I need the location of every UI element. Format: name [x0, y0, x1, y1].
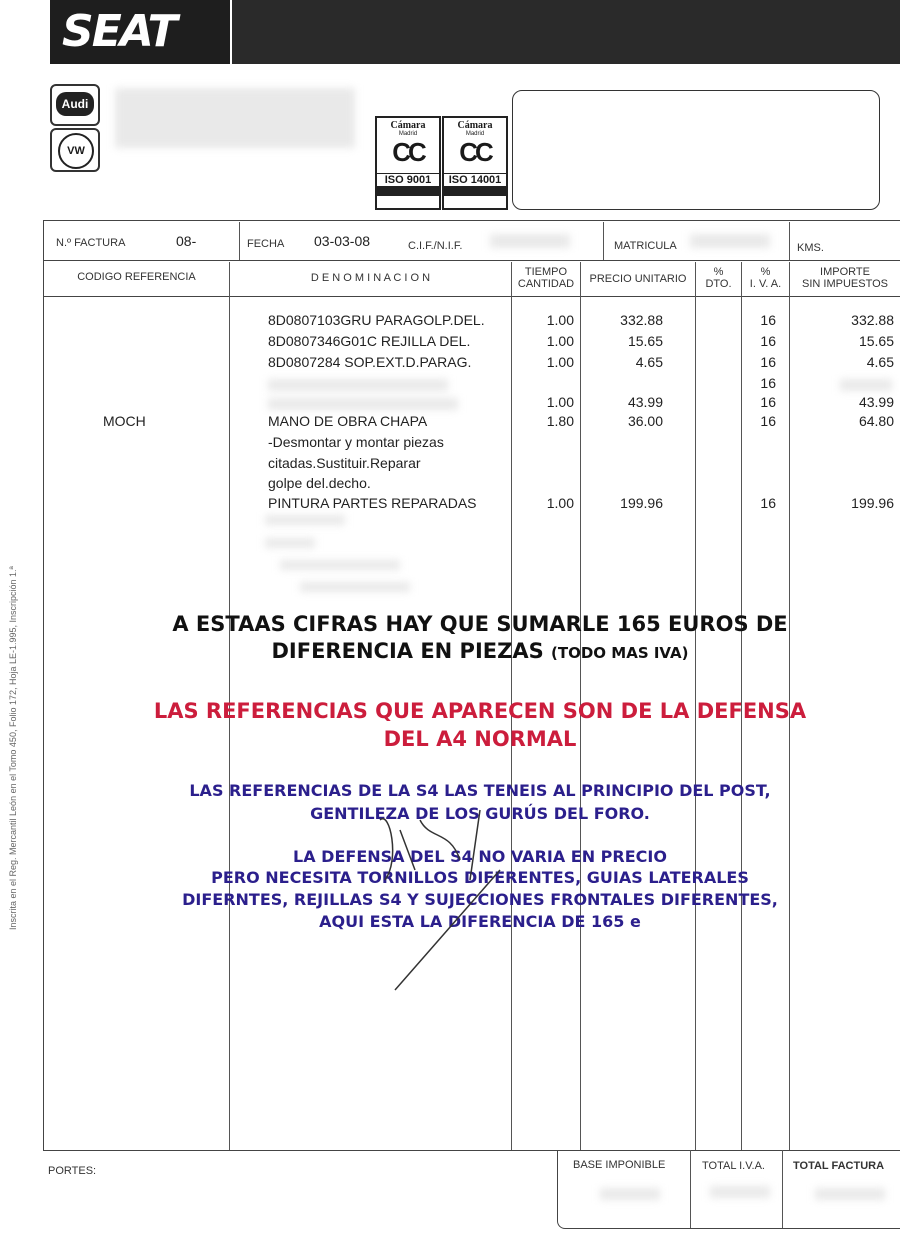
- matricula-label: MATRICULA: [614, 240, 677, 252]
- cert-city: Madrid: [465, 131, 485, 137]
- col-denominacion: D E N O M I N A C I O N: [310, 272, 431, 284]
- row-price: 332.88: [620, 312, 663, 328]
- row-iva: 16: [760, 354, 776, 370]
- col-tiempo-1: TIEMPO: [524, 266, 568, 278]
- col-tiempo: [512, 266, 580, 290]
- row-price: 199.96: [620, 495, 663, 511]
- col-dto-1: %: [713, 266, 724, 278]
- annotation-note: (TODO MAS IVA): [551, 644, 689, 662]
- info-sep: [789, 222, 790, 260]
- redacted-note: [300, 582, 410, 592]
- annotation-main: DIFERENCIA EN PIEZAS: [271, 639, 544, 663]
- cert-badge-9001: [375, 116, 441, 210]
- row-code: MOCH: [103, 413, 146, 429]
- annotation-line: DIFERNTES, REJILLAS S4 Y SUJECCIONES FRONTALES DIFERENTES,: [182, 890, 778, 909]
- row-iva: 16: [760, 394, 776, 410]
- registry-side-text: Inscrita en el Reg. Mercantil León en el Tomo 450, Folio 172, Hoja LE-1.995, Inscripción 1.ª: [8, 566, 18, 930]
- cert-city: Madrid: [398, 131, 418, 137]
- totals-sep: [782, 1150, 783, 1228]
- col-dto: [696, 266, 741, 290]
- row-qty: 1.00: [546, 333, 574, 349]
- col-dto-2: DTO.: [705, 278, 732, 290]
- annotation-line: A ESTAAS CIFRAS HAY QUE SUMARLE 165 EUROS DE: [172, 612, 788, 636]
- row-amount: 15.65: [858, 333, 894, 349]
- base-imponible-label: BASE IMPONIBLE: [573, 1159, 666, 1171]
- cert-footer: [377, 186, 439, 196]
- audi-logo-icon: Audi: [56, 92, 94, 116]
- vw-badge: [50, 128, 100, 172]
- redacted-desc: [268, 398, 458, 410]
- row-price: 43.99: [627, 394, 663, 410]
- row-iva: 16: [760, 375, 776, 391]
- annotation-line: [60, 639, 900, 663]
- kms-label: KMS.: [797, 242, 824, 254]
- redacted-note: [280, 560, 400, 570]
- factura-value: 08-: [176, 233, 197, 249]
- row-amount: 332.88: [851, 312, 894, 328]
- handwritten-signature: [360, 800, 540, 1000]
- row-amount: 199.96: [851, 495, 894, 511]
- col-tiempo-2: CANTIDAD: [517, 278, 575, 290]
- redacted-header-strip: [232, 0, 900, 64]
- row-qty: 1.00: [546, 312, 574, 328]
- annotation-line: PERO NECESITA TORNILLOS DIFERENTES, GUIAS LATERALES: [211, 868, 749, 887]
- row-desc: PINTURA PARTES REPARADAS: [268, 495, 477, 511]
- portes-label: PORTES:: [48, 1165, 97, 1177]
- row-iva: 16: [760, 413, 776, 429]
- col-importe-1: IMPORTE: [820, 266, 870, 278]
- customer-address-box: [512, 90, 880, 210]
- col-codigo: CODIGO REFERENCIA: [77, 271, 196, 283]
- col-iva: [742, 266, 789, 290]
- row-qty: 1.00: [546, 394, 574, 410]
- col-iva-1: %: [760, 266, 771, 278]
- row-desc: MANO DE OBRA CHAPA: [268, 413, 428, 429]
- annotation-line: LA DEFENSA DEL S4 NO VARIA EN PRECIO: [293, 847, 667, 866]
- redacted-base: [600, 1188, 660, 1200]
- redacted-amount: [840, 379, 892, 391]
- cert-standard: ISO 9001: [377, 173, 439, 186]
- row-price: 15.65: [627, 333, 663, 349]
- rule-info: [43, 260, 900, 261]
- row-price: 4.65: [635, 354, 663, 370]
- annotation-line: DEL A4 NORMAL: [383, 727, 577, 751]
- cert-standard: ISO 14001: [444, 173, 506, 186]
- total-factura-label: TOTAL FACTURA: [793, 1160, 885, 1172]
- redacted-note: [265, 515, 345, 525]
- redacted-desc: [268, 379, 448, 391]
- table-row: [0, 354, 900, 374]
- table-row: [0, 375, 900, 395]
- cert-mark-icon: CC: [392, 137, 424, 167]
- vw-logo-icon: VW: [58, 133, 94, 169]
- row-qty: 1.80: [546, 413, 574, 429]
- redacted-matricula: [690, 234, 770, 248]
- cert-footer: [444, 186, 506, 196]
- cert-org: Cámara: [390, 120, 426, 131]
- col-importe: [790, 266, 900, 290]
- row-desc-continuation: citadas.Sustituir.Reparar: [268, 455, 421, 471]
- table-row: [0, 333, 900, 353]
- row-desc: 8D0807284 SOP.EXT.D.PARAG.: [268, 354, 472, 370]
- table-row: [0, 312, 900, 332]
- redacted-total: [815, 1188, 885, 1200]
- seat-logo: SEAT: [62, 6, 176, 57]
- table-row: [0, 495, 900, 515]
- row-iva: 16: [760, 333, 776, 349]
- annotation-line: LAS REFERENCIAS DE LA S4 LAS TENEIS AL PRINCIPIO DEL POST,: [189, 781, 771, 800]
- row-price: 36.00: [627, 413, 663, 429]
- col-precio: PRECIO UNITARIO: [589, 273, 687, 285]
- rule-top: [43, 220, 900, 221]
- cif-label: C.I.F./N.I.F.: [408, 240, 463, 252]
- row-desc: 8D0807103GRU PARAGOLP.DEL.: [268, 312, 485, 328]
- row-amount: 4.65: [866, 354, 894, 370]
- annotation-line: GENTILEZA DE LOS GURÚS DEL FORO.: [310, 804, 650, 823]
- row-amount: 64.80: [858, 413, 894, 429]
- redacted-dealer-address: [115, 88, 355, 148]
- col-importe-2: SIN IMPUESTOS: [802, 278, 888, 290]
- info-sep: [603, 222, 604, 260]
- row-desc: 8D0807346G01C REJILLA DEL.: [268, 333, 471, 349]
- totals-sep: [690, 1150, 691, 1228]
- row-desc-continuation: golpe del.decho.: [268, 475, 371, 491]
- fecha-label: FECHA: [247, 238, 285, 250]
- total-iva-label: TOTAL I.V.A.: [702, 1160, 765, 1172]
- annotation-line: LAS REFERENCIAS QUE APARECEN SON DE LA DEFENSA: [153, 699, 807, 723]
- table-row: [0, 413, 900, 433]
- row-qty: 1.00: [546, 495, 574, 511]
- row-desc-continuation: -Desmontar y montar piezas: [268, 434, 444, 450]
- rule-header: [43, 296, 900, 297]
- redacted-note: [265, 538, 315, 548]
- audi-badge: [50, 84, 100, 126]
- cert-badge-14001: [442, 116, 508, 210]
- col-iva-2: I. V. A.: [749, 278, 782, 290]
- fecha-value: 03-03-08: [314, 233, 371, 249]
- row-amount: 43.99: [858, 394, 894, 410]
- row-qty: 1.00: [546, 354, 574, 370]
- factura-label: N.º FACTURA: [56, 237, 126, 249]
- redacted-cif: [490, 234, 570, 248]
- cert-mark-icon: CC: [459, 137, 491, 167]
- annotation-line: AQUI ESTA LA DIFERENCIA DE 165 e: [319, 912, 641, 931]
- info-sep: [239, 222, 240, 260]
- row-iva: 16: [760, 495, 776, 511]
- redacted-iva: [710, 1186, 770, 1198]
- row-iva: 16: [760, 312, 776, 328]
- cert-org: Cámara: [457, 120, 493, 131]
- table-row: [0, 394, 900, 414]
